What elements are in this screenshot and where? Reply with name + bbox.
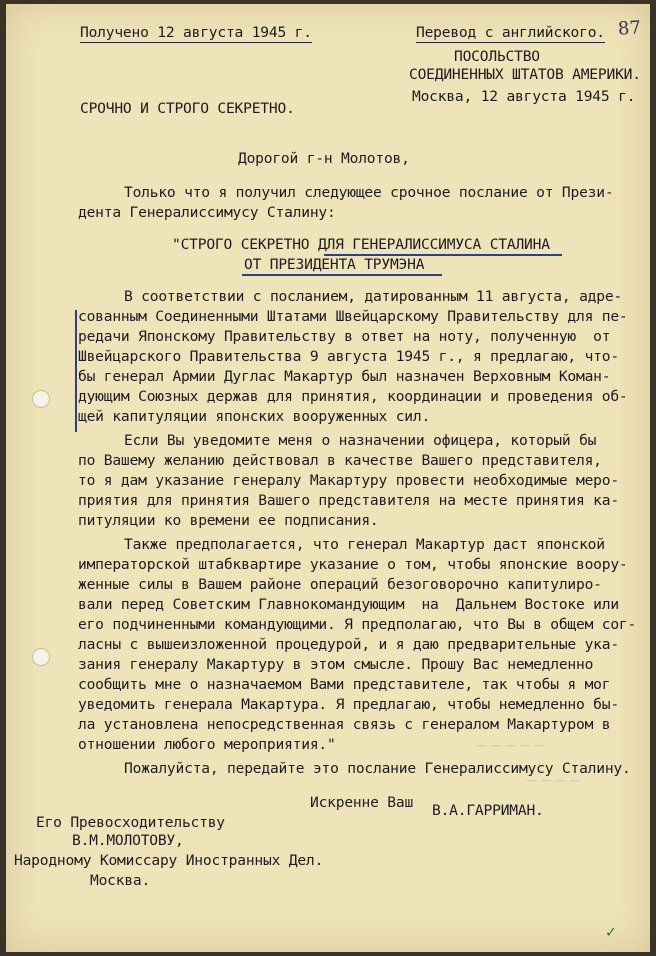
- signature-closing: Искренне Ваш: [310, 794, 414, 811]
- body-line: его подчиненными командующими. Я предполагаю, что Вы в общем сог-: [78, 616, 637, 633]
- body-line: ласны с вышеизложенной процедурой, и я даю предварительные ука-: [78, 636, 619, 653]
- closing-request: Пожалуйста, передайте это послание Генералиссимусу Сталину.: [124, 760, 631, 777]
- page-number: 87: [617, 17, 642, 40]
- punch-hole: [32, 390, 50, 408]
- body-line: щей капитуляции японских вооруженных сил.: [78, 408, 431, 425]
- intro-line: дента Генералиссимусу Сталину:: [78, 204, 336, 221]
- body-line: отношении любого мероприятия.": [78, 736, 336, 753]
- received-line: Получено 12 августа 1945 г.: [80, 24, 312, 41]
- body-line: дующим Союзных держав для принятия, координации и проведения об-: [78, 388, 628, 405]
- message-heading: ОТ ПРЕЗИДЕНТА ТРУМЭНА: [244, 256, 425, 273]
- embassy-name: ПОСОЛЬСТВО: [454, 48, 540, 65]
- body-line: уведомить генерала Макартура. Я предлагаю, чтобы немедленно бы-: [78, 696, 619, 713]
- body-line: женные силы в Вашем районе операций безоговорочно капитулиро-: [78, 576, 602, 593]
- body-line: Также предполагается, что генерал Макартур даст японской: [124, 536, 605, 553]
- bleed-through: — — — — —: [476, 739, 545, 752]
- margin-mark: [75, 310, 77, 432]
- body-line: ла установлена непосредственная связь с генералом Макартуром в: [78, 716, 611, 733]
- addressee-line: Москва.: [90, 872, 151, 889]
- addressee-line: В.М.МОЛОТОВУ,: [72, 832, 184, 849]
- heading-underline: [242, 274, 442, 276]
- punch-hole: [32, 648, 50, 666]
- body-line: приятия для принятия Вашего представителя на месте принятия ка-: [78, 492, 619, 509]
- document-page: [6, 4, 650, 952]
- body-line: императорской штабквартире указание о том, чтобы японские воору-: [78, 556, 628, 573]
- body-line: зания генералу Макартуру в этом смысле. Прошу Вас немедленно: [78, 656, 594, 673]
- body-line: вали перед Советским Главнокомандующим на Дальнем Востоке или: [78, 596, 619, 613]
- body-line: Если Вы уведомите меня о назначении офицера, который бы: [124, 432, 597, 449]
- body-line: сообщить мне о назначаемом Вами представителе, так чтобы я мог: [78, 676, 611, 693]
- body-line: питуляции ко времени ее подписания.: [78, 512, 379, 529]
- body-line: по Вашему желанию действовал в качестве Вашего представителя,: [78, 452, 602, 469]
- signature-name: В.А.ГАРРИМАН.: [432, 802, 544, 819]
- body-line: то я дам указание генералу Макартуру провести необходимые меро-: [78, 472, 619, 489]
- bleed-through: — — — —: [526, 774, 581, 787]
- body-line: бы генерал Армии Дуглас Макартур был назначен Верховным Коман-: [78, 368, 611, 385]
- body-line: Швейцарского Правительства 9 августа 1945 г., я предлагаю, что-: [78, 348, 619, 365]
- body-line: редачи Японскому Правительству в ответ на ноту, полученную от: [78, 328, 611, 345]
- embassy-country: СОЕДИНЕННЫХ ШТАТОВ АМЕРИКИ.: [409, 66, 641, 83]
- body-line: сованным Соединенными Штатами Швейцарскому Правительству для пе-: [78, 308, 628, 325]
- addressee-line: Его Превосходительству: [36, 814, 225, 831]
- message-heading: "СТРОГО СЕКРЕТНО ДЛЯ ГЕНЕРАЛИССИМУСА СТАЛИНА: [172, 236, 550, 253]
- intro-line: Только что я получил следующее срочное послание от Прези-: [124, 184, 614, 201]
- addressee-line: Народному Комиссару Иностранных Дел.: [14, 852, 324, 869]
- check-mark-icon: ✓: [606, 922, 616, 941]
- classification: СРОЧНО И СТРОГО СЕКРЕТНО.: [80, 100, 295, 117]
- body-line: В соответствии с посланием, датированным 11 августа, адре-: [124, 288, 622, 305]
- translation-note: Перевод с английского.: [416, 24, 605, 41]
- place-date: Москва, 12 августа 1945 г.: [412, 88, 636, 105]
- salutation: Дорогой г-н Молотов,: [238, 150, 410, 167]
